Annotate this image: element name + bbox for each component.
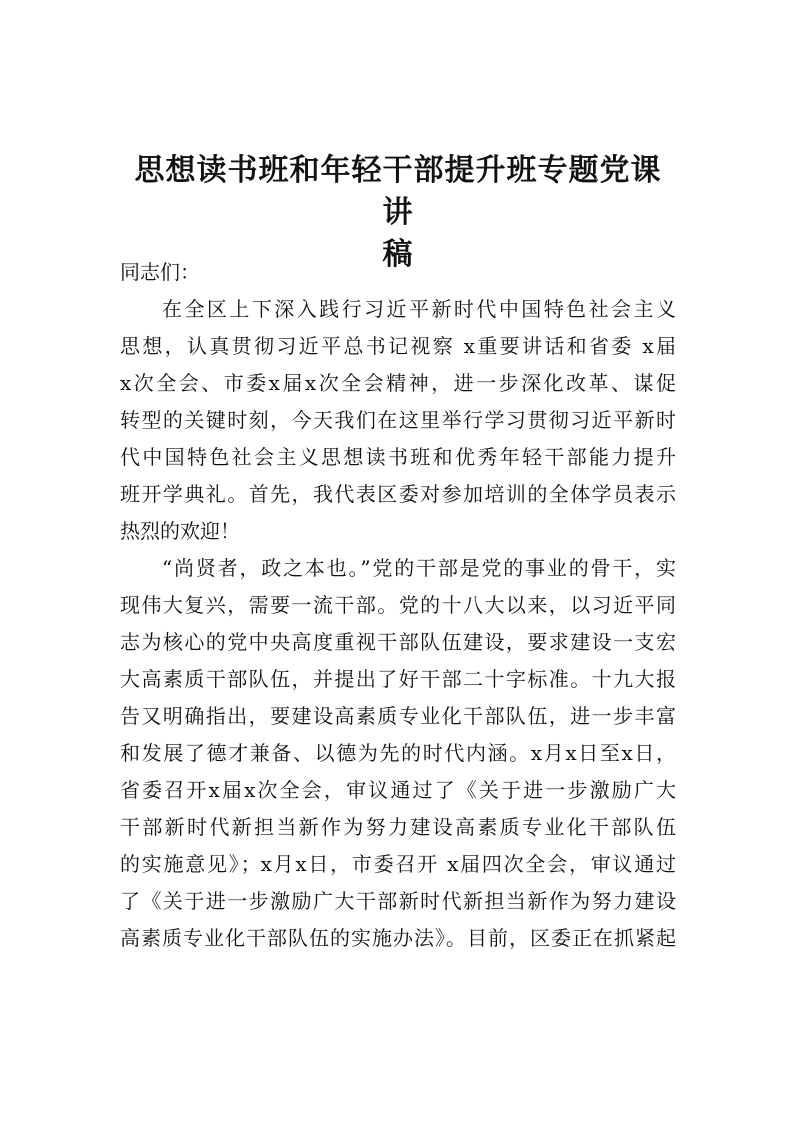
paragraph-line: 省委召开x届x次全会，审议通过了《关于进一步激励广大 xyxy=(120,778,676,802)
paragraph-line: 了《关于进一步激励广大干部新时代新担当新作为努力建设 xyxy=(120,889,676,913)
paragraph-line: 的实施意见》；x月x日，市委召开 x届四次全会，审议通过 xyxy=(120,852,676,876)
paragraph-line: 志为核心的党中央高度重视干部队伍建设，要求建设一支宏 xyxy=(120,630,676,654)
paragraph-line: 思想，认真贯彻习近平总书记视察 x重要讲话和省委 x届 xyxy=(120,334,676,358)
document-body xyxy=(120,254,676,957)
paragraph-line: x次全会、市委x届x次全会精神，进一步深化改革、谋促 xyxy=(120,371,676,395)
paragraph-line: 班开学典礼。首先，我代表区委对参加培训的全体学员表示 xyxy=(120,482,676,506)
paragraph-line: 大高素质干部队伍，并提出了好干部二十字标准。十九大报 xyxy=(120,667,676,691)
title-line: 思想读书班和年轻干部提升班专题党课讲 xyxy=(134,153,662,230)
paragraph-line: 告又明确指出，要建设高素质专业化干部队伍，进一步丰富 xyxy=(120,704,676,728)
paragraph-line: 干部新时代新担当新作为努力建设高素质专业化干部队伍 xyxy=(120,815,676,839)
title-line: 稿 xyxy=(382,237,414,272)
paragraph-line: 热烈的欢迎！ xyxy=(120,519,240,543)
paragraph-line: 转型的关键时刻，今天我们在这里举行学习贯彻习近平新时 xyxy=(120,408,676,432)
paragraph-line: “尚贤者，政之本也。”党的干部是党的事业的骨干，实 xyxy=(162,556,676,580)
paragraph-line: 高素质专业化干部队伍的实施办法》。目前，区委正在抓紧起 xyxy=(120,926,676,950)
paragraph-2 xyxy=(120,550,676,957)
paragraph-1 xyxy=(120,291,676,550)
paragraph-line: 现伟大复兴，需要一流干部。党的十八大以来，以习近平同 xyxy=(120,593,676,617)
paragraph-line: 和发展了德才兼备、以德为先的时代内涵。x月x日至x日， xyxy=(120,741,676,765)
paragraph-line: 代中国特色社会主义思想读书班和优秀年轻干部能力提升 xyxy=(120,445,676,469)
paragraph-line: 在全区上下深入践行习近平新时代中国特色社会主义 xyxy=(162,297,676,321)
salutation: 同志们： xyxy=(120,260,200,284)
